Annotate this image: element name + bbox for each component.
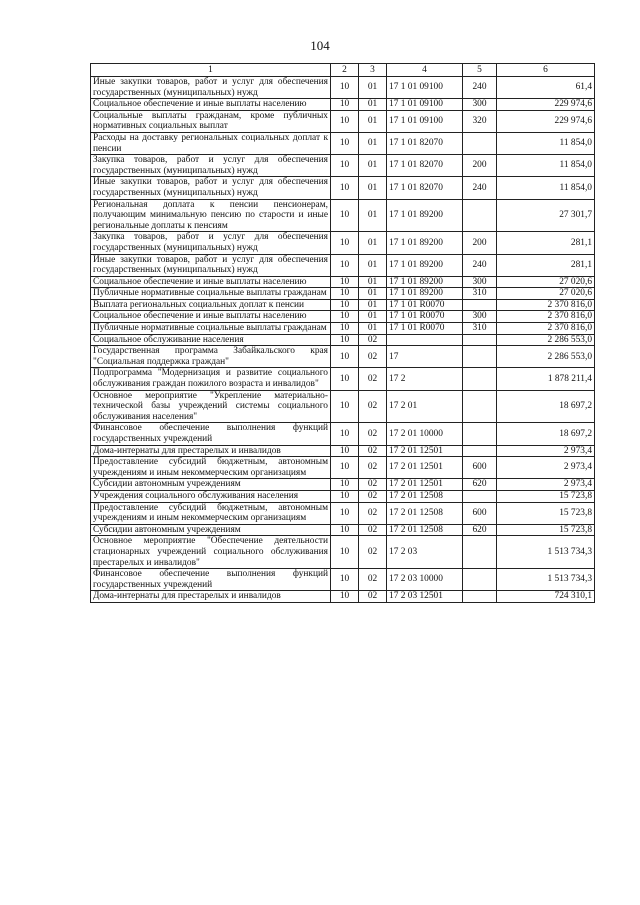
table-row (91, 288, 595, 300)
row-name: Иные закупки товаров, работ и услуг для обеспечения государственных (муниципальных) нужд (91, 177, 331, 199)
row-section: 10 (331, 569, 359, 591)
row-name: Предоставление субсидий бюджетным, автономным учреждениям и иным некоммерческим организациям (91, 502, 331, 524)
column-header: 1 (91, 64, 331, 77)
row-target-article: 17 1 01 89200 (387, 232, 463, 254)
row-target-article: 17 1 01 09100 (387, 77, 463, 99)
table-row (91, 334, 595, 346)
row-name: Основное мероприятие "Обеспечение деятельности стационарных учреждений социального обслуживания престарелых и инвалидов" (91, 536, 331, 569)
table-row (91, 323, 595, 335)
table-body (91, 77, 595, 603)
table-row (91, 490, 595, 502)
row-name: Социальное обеспечение и иные выплаты населению (91, 99, 331, 111)
row-amount: 61,4 (497, 77, 595, 99)
row-subsection: 01 (359, 311, 387, 323)
row-subsection: 01 (359, 323, 387, 335)
row-target-article: 17 1 01 R0070 (387, 311, 463, 323)
row-amount: 2 286 553,0 (497, 346, 595, 368)
row-target-article (387, 334, 463, 346)
table-row (91, 299, 595, 311)
row-target-article: 17 2 01 12501 (387, 445, 463, 457)
table-row (91, 479, 595, 491)
row-subsection: 02 (359, 445, 387, 457)
table-row (91, 569, 595, 591)
table-row (91, 132, 595, 154)
row-name: Публичные нормативные социальные выплаты гражданам (91, 323, 331, 335)
table-row (91, 177, 595, 199)
row-target-article: 17 2 03 10000 (387, 569, 463, 591)
row-expense-type: 240 (463, 77, 497, 99)
row-expense-type: 240 (463, 177, 497, 199)
row-section: 10 (331, 536, 359, 569)
row-name: Закупка товаров, работ и услуг для обеспечения государственных (муниципальных) нужд (91, 155, 331, 177)
row-section: 10 (331, 99, 359, 111)
row-name: Дома-интернаты для престарелых и инвалидов (91, 445, 331, 457)
row-expense-type: 200 (463, 232, 497, 254)
row-target-article: 17 2 01 12508 (387, 524, 463, 536)
row-expense-type: 310 (463, 288, 497, 300)
row-target-article: 17 2 (387, 368, 463, 390)
row-amount: 724 310,1 (497, 591, 595, 603)
row-amount: 11 854,0 (497, 155, 595, 177)
row-subsection: 02 (359, 346, 387, 368)
row-amount: 281,1 (497, 254, 595, 276)
row-section: 10 (331, 177, 359, 199)
page-number: 104 (310, 38, 330, 53)
row-amount: 1 513 734,3 (497, 536, 595, 569)
row-name: Закупка товаров, работ и услуг для обеспечения государственных (муниципальных) нужд (91, 232, 331, 254)
column-header: 5 (463, 64, 497, 77)
table-row (91, 311, 595, 323)
row-target-article: 17 1 01 89200 (387, 276, 463, 288)
row-amount: 229 974,6 (497, 110, 595, 132)
row-section: 10 (331, 346, 359, 368)
table-row (91, 276, 595, 288)
row-subsection: 02 (359, 536, 387, 569)
row-name: Иные закупки товаров, работ и услуг для обеспечения государственных (муниципальных) нужд (91, 254, 331, 276)
row-expense-type: 320 (463, 110, 497, 132)
row-subsection: 01 (359, 155, 387, 177)
row-name: Иные закупки товаров, работ и услуг для обеспечения государственных (муниципальных) нужд (91, 77, 331, 99)
row-expense-type (463, 368, 497, 390)
row-subsection: 01 (359, 77, 387, 99)
row-section: 10 (331, 77, 359, 99)
row-section: 10 (331, 524, 359, 536)
row-section: 10 (331, 591, 359, 603)
row-section: 10 (331, 232, 359, 254)
row-expense-type: 310 (463, 323, 497, 335)
table-row (91, 445, 595, 457)
row-amount: 18 697,2 (497, 423, 595, 445)
row-amount: 229 974,6 (497, 99, 595, 111)
row-subsection: 02 (359, 423, 387, 445)
column-header: 6 (497, 64, 595, 77)
row-section: 10 (331, 276, 359, 288)
row-expense-type (463, 346, 497, 368)
table-row (91, 346, 595, 368)
table-row (91, 502, 595, 524)
row-target-article: 17 2 01 12501 (387, 479, 463, 491)
row-expense-type: 620 (463, 524, 497, 536)
row-section: 10 (331, 368, 359, 390)
row-target-article: 17 1 01 89200 (387, 288, 463, 300)
row-expense-type (463, 199, 497, 232)
table-row (91, 99, 595, 111)
row-section: 10 (331, 502, 359, 524)
row-name: Региональная доплата к пенсии пенсионерам, получающим минимальную пенсию по старости и иные региональные доплаты к пенсиям (91, 199, 331, 232)
row-name: Финансовое обеспечение выполнения функций государственных учреждений (91, 423, 331, 445)
row-expense-type: 620 (463, 479, 497, 491)
table-row (91, 110, 595, 132)
table-row (91, 390, 595, 423)
row-expense-type (463, 334, 497, 346)
row-amount: 281,1 (497, 232, 595, 254)
table-row (91, 199, 595, 232)
row-section: 10 (331, 479, 359, 491)
column-header: 4 (387, 64, 463, 77)
row-subsection: 01 (359, 99, 387, 111)
row-subsection: 01 (359, 288, 387, 300)
row-expense-type: 240 (463, 254, 497, 276)
row-subsection: 02 (359, 524, 387, 536)
row-amount: 15 723,8 (497, 524, 595, 536)
row-section: 10 (331, 199, 359, 232)
row-amount: 18 697,2 (497, 390, 595, 423)
row-name: Финансовое обеспечение выполнения функций государственных учреждений (91, 569, 331, 591)
row-name: Государственная программа Забайкальского края "Социальная поддержка граждан" (91, 346, 331, 368)
row-name: Субсидии автономным учреждениям (91, 524, 331, 536)
row-target-article: 17 1 01 82070 (387, 177, 463, 199)
row-subsection: 02 (359, 368, 387, 390)
row-name: Публичные нормативные социальные выплаты гражданам (91, 288, 331, 300)
table-row (91, 591, 595, 603)
row-amount: 15 723,8 (497, 502, 595, 524)
row-name: Подпрограмма "Модернизация и развитие социального обслуживания граждан пожилого возраста и инвалидов" (91, 368, 331, 390)
row-subsection: 01 (359, 299, 387, 311)
row-expense-type: 300 (463, 311, 497, 323)
row-subsection: 01 (359, 110, 387, 132)
row-subsection: 02 (359, 457, 387, 479)
row-amount: 2 973,4 (497, 445, 595, 457)
row-section: 10 (331, 445, 359, 457)
row-target-article: 17 2 01 10000 (387, 423, 463, 445)
row-subsection: 01 (359, 132, 387, 154)
row-amount: 11 854,0 (497, 132, 595, 154)
row-section: 10 (331, 132, 359, 154)
row-expense-type: 600 (463, 502, 497, 524)
table-row (91, 155, 595, 177)
table-row (91, 457, 595, 479)
row-expense-type: 300 (463, 276, 497, 288)
row-section: 10 (331, 334, 359, 346)
row-target-article: 17 1 01 89200 (387, 199, 463, 232)
row-amount: 2 370 816,0 (497, 323, 595, 335)
row-amount: 2 370 816,0 (497, 299, 595, 311)
row-expense-type (463, 132, 497, 154)
row-name: Социальное обслуживание населения (91, 334, 331, 346)
row-amount: 27 301,7 (497, 199, 595, 232)
row-subsection: 01 (359, 232, 387, 254)
table-row (91, 77, 595, 99)
row-target-article: 17 2 03 12501 (387, 591, 463, 603)
row-subsection: 02 (359, 490, 387, 502)
row-section: 10 (331, 390, 359, 423)
table-row (91, 536, 595, 569)
row-amount: 15 723,8 (497, 490, 595, 502)
row-expense-type (463, 445, 497, 457)
budget-table (90, 63, 595, 603)
row-section: 10 (331, 457, 359, 479)
row-amount: 1 878 211,4 (497, 368, 595, 390)
row-subsection: 02 (359, 569, 387, 591)
row-expense-type (463, 299, 497, 311)
row-amount: 27 020,6 (497, 288, 595, 300)
row-section: 10 (331, 490, 359, 502)
row-target-article: 17 2 01 (387, 390, 463, 423)
row-expense-type: 600 (463, 457, 497, 479)
row-expense-type (463, 569, 497, 591)
row-name: Дома-интернаты для престарелых и инвалидов (91, 591, 331, 603)
row-target-article: 17 2 01 12508 (387, 490, 463, 502)
row-name: Учреждения социального обслуживания населения (91, 490, 331, 502)
row-section: 10 (331, 423, 359, 445)
row-name: Социальные выплаты гражданам, кроме публичных нормативных социальных выплат (91, 110, 331, 132)
row-section: 10 (331, 254, 359, 276)
row-amount: 1 513 734,3 (497, 569, 595, 591)
row-amount: 11 854,0 (497, 177, 595, 199)
row-subsection: 02 (359, 591, 387, 603)
row-name: Основное мероприятие "Укрепление материально-технической базы учреждений системы социального обслуживания населения" (91, 390, 331, 423)
row-amount: 2 286 553,0 (497, 334, 595, 346)
row-expense-type (463, 423, 497, 445)
row-target-article: 17 (387, 346, 463, 368)
row-name: Социальное обеспечение и иные выплаты населению (91, 311, 331, 323)
row-subsection: 02 (359, 390, 387, 423)
row-subsection: 01 (359, 199, 387, 232)
row-section: 10 (331, 288, 359, 300)
row-expense-type (463, 536, 497, 569)
table-row (91, 524, 595, 536)
row-name: Расходы на доставку региональных социальных доплат к пенсии (91, 132, 331, 154)
column-header: 3 (359, 64, 387, 77)
row-subsection: 01 (359, 276, 387, 288)
row-subsection: 01 (359, 254, 387, 276)
row-target-article: 17 1 01 89200 (387, 254, 463, 276)
row-subsection: 02 (359, 334, 387, 346)
row-section: 10 (331, 155, 359, 177)
row-expense-type (463, 490, 497, 502)
row-target-article: 17 1 01 R0070 (387, 323, 463, 335)
row-amount: 2 370 816,0 (497, 311, 595, 323)
table-header-row (91, 64, 595, 77)
row-section: 10 (331, 323, 359, 335)
row-subsection: 01 (359, 177, 387, 199)
row-section: 10 (331, 299, 359, 311)
row-target-article: 17 1 01 09100 (387, 110, 463, 132)
table-row (91, 368, 595, 390)
row-name: Предоставление субсидий бюджетным, автономным учреждениям и иным некоммерческим организациям (91, 457, 331, 479)
row-target-article: 17 2 01 12501 (387, 457, 463, 479)
row-expense-type: 200 (463, 155, 497, 177)
row-name: Выплата региональных социальных доплат к пенсии (91, 299, 331, 311)
row-amount: 2 973,4 (497, 457, 595, 479)
row-target-article: 17 1 01 09100 (387, 99, 463, 111)
row-target-article: 17 1 01 82070 (387, 155, 463, 177)
row-expense-type: 300 (463, 99, 497, 111)
row-name: Социальное обеспечение и иные выплаты населению (91, 276, 331, 288)
row-target-article: 17 1 01 R0070 (387, 299, 463, 311)
row-amount: 2 973,4 (497, 479, 595, 491)
row-expense-type (463, 591, 497, 603)
row-expense-type (463, 390, 497, 423)
column-header: 2 (331, 64, 359, 77)
row-section: 10 (331, 311, 359, 323)
row-subsection: 02 (359, 502, 387, 524)
row-subsection: 02 (359, 479, 387, 491)
row-amount: 27 020,6 (497, 276, 595, 288)
row-name: Субсидии автономным учреждениям (91, 479, 331, 491)
table-row (91, 423, 595, 445)
row-section: 10 (331, 110, 359, 132)
table-row (91, 232, 595, 254)
row-target-article: 17 1 01 82070 (387, 132, 463, 154)
table-row (91, 254, 595, 276)
row-target-article: 17 2 01 12508 (387, 502, 463, 524)
row-target-article: 17 2 03 (387, 536, 463, 569)
